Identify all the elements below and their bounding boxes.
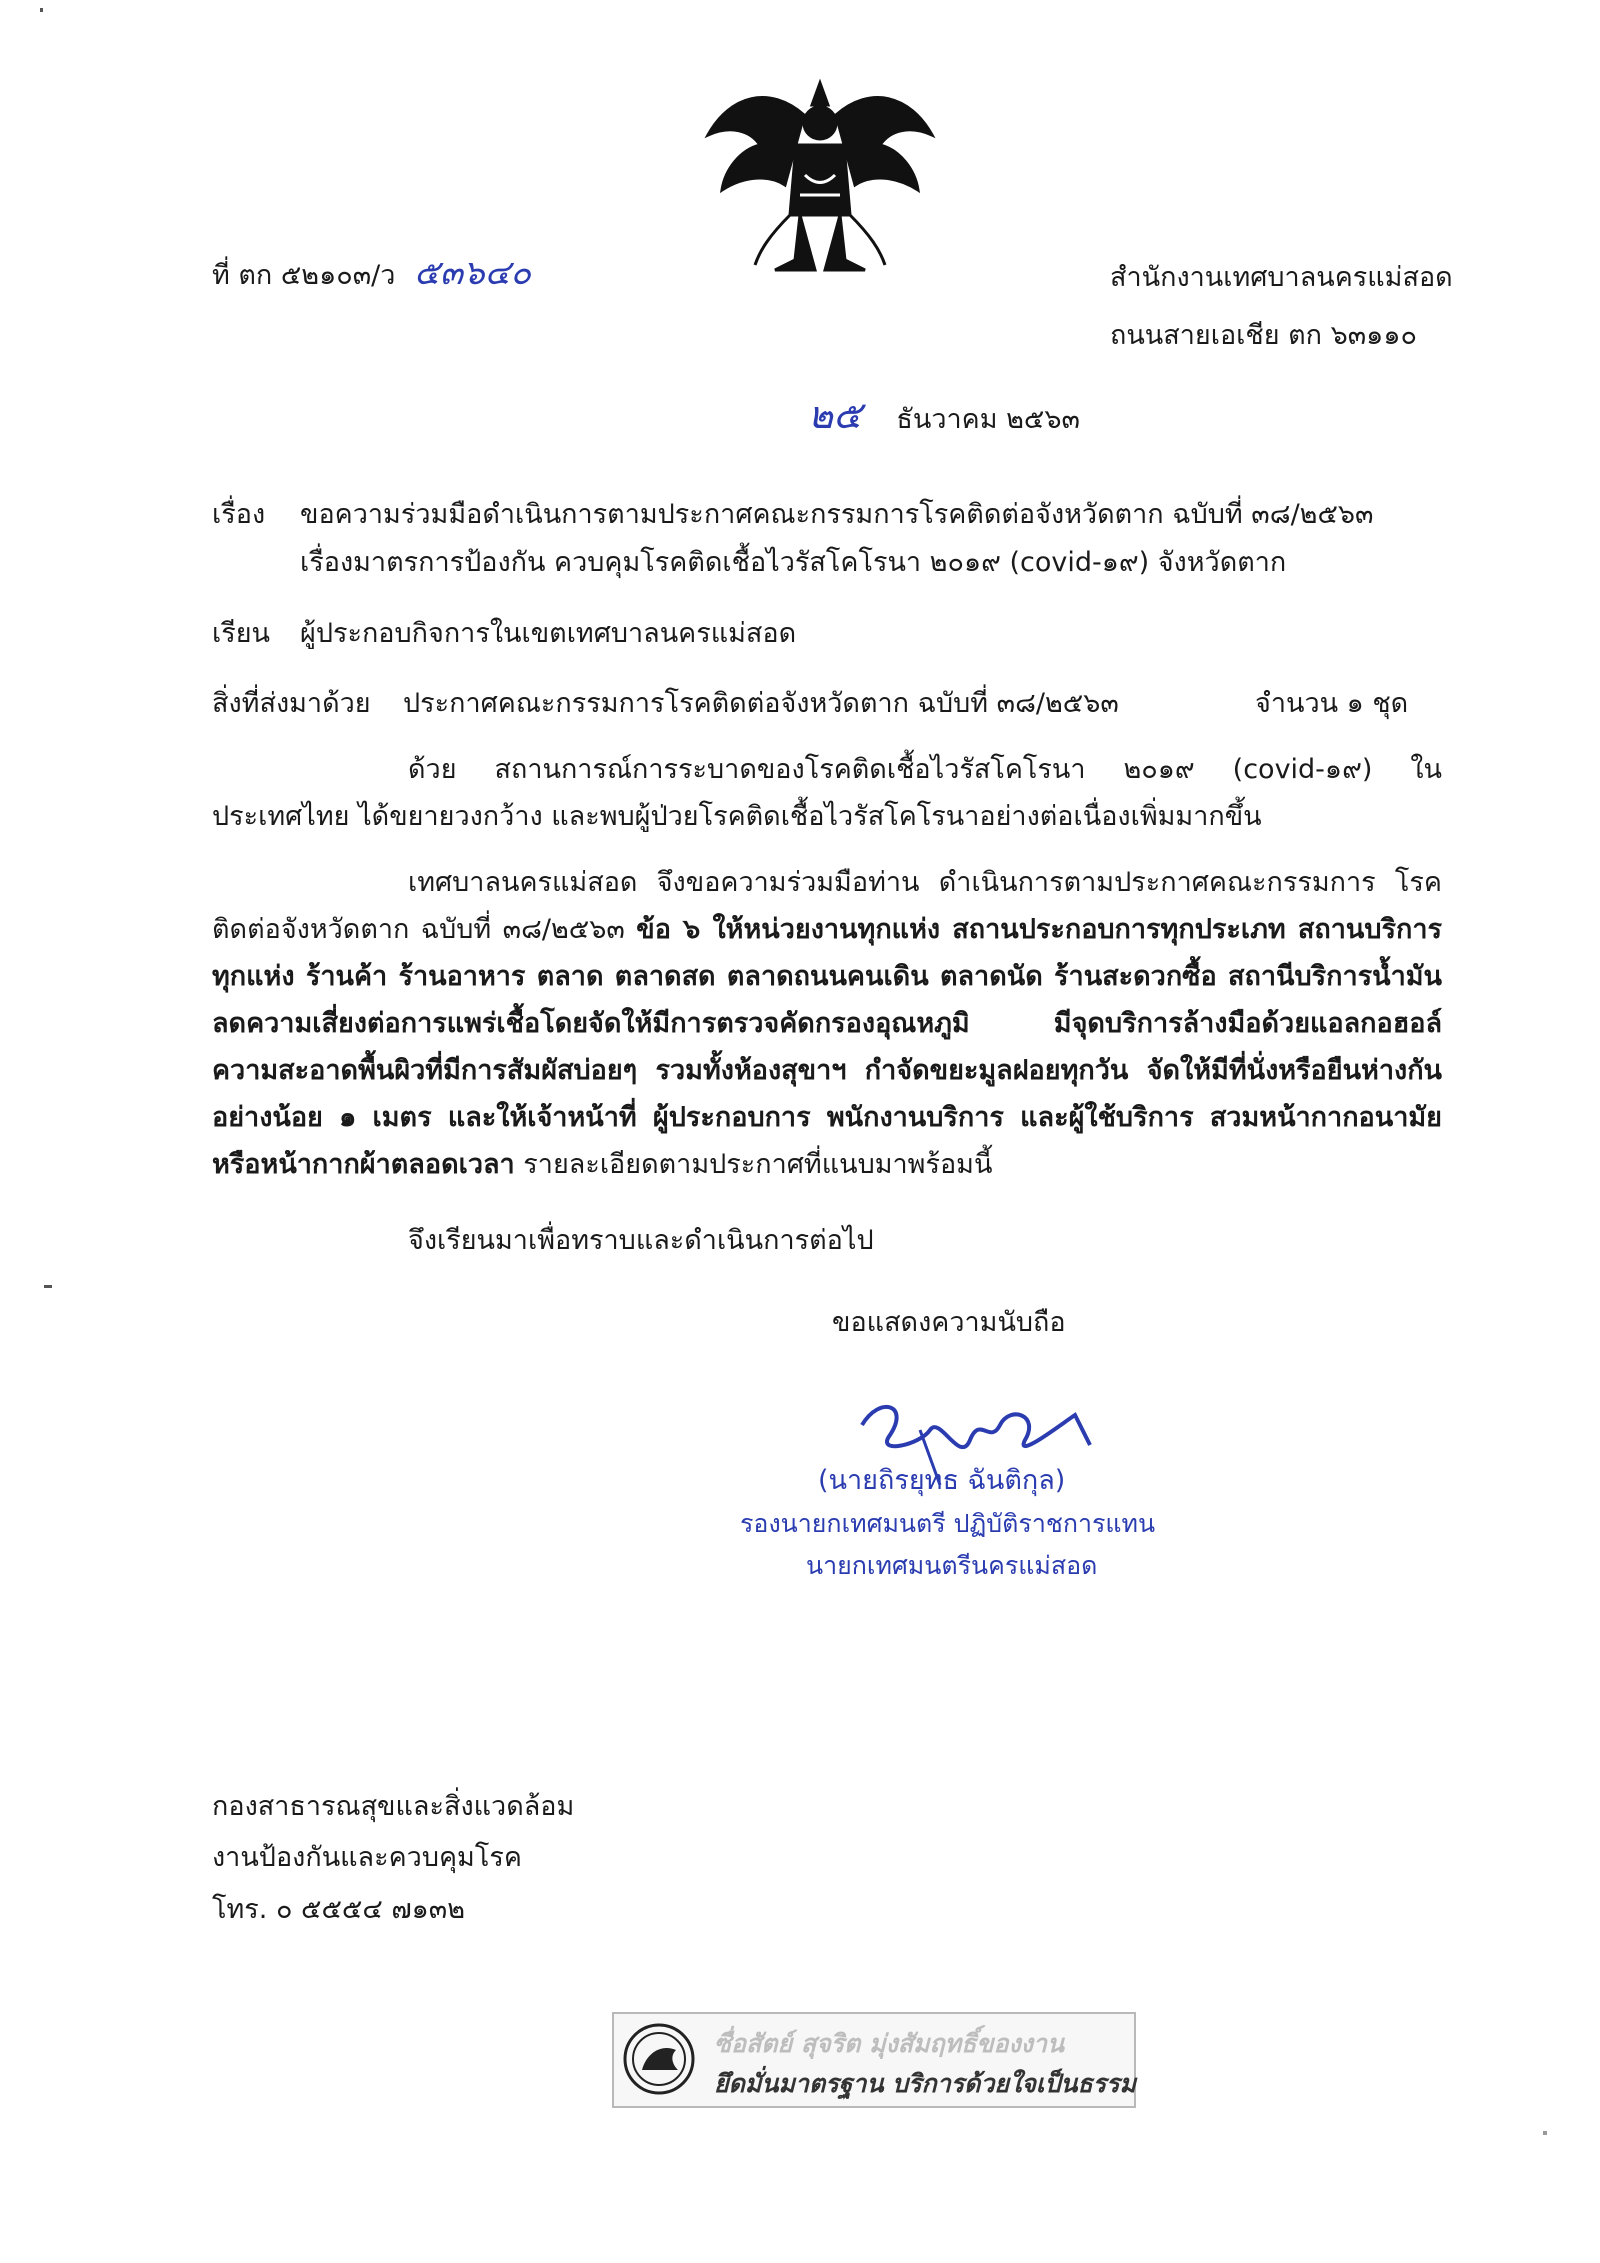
- signer-title-2: นายกเทศมนตรีนครแม่สอด: [806, 1551, 1098, 1580]
- body-paragraph-2-tail: รายละเอียดตามประกาศที่แนบมาพร้อมนี้: [523, 1149, 993, 1180]
- municipal-seal-icon: [622, 2022, 696, 2096]
- signer-name: (นายถิรยุทธ ฉันติกุล): [818, 1465, 1066, 1496]
- body-paragraph-3: [212, 1217, 1442, 1264]
- date-month-year: ธันวาคม ๒๕๖๓: [896, 404, 1080, 435]
- date-day-handwritten: ๒๕: [808, 393, 862, 437]
- footer-motto-line-2: ยึดมั่นมาตรฐาน บริการด้วยใจเป็นธรรม: [714, 2069, 1137, 2098]
- scan-speck: [1543, 2131, 1547, 2135]
- doc-number: [212, 255, 531, 294]
- body-paragraph-2-normal: เทศบาลนครแม่สอด จึงขอความร่วมมือท่าน ดำเนินการตามประกาศคณะกรรมการ โรคติดต่อจังหวัดตาก ฉบับที่ ๓๘/๒๕๖๓: [212, 867, 1442, 945]
- garuda-emblem-icon: [700, 75, 940, 285]
- closing-salutation: ขอแสดงความนับถือ: [832, 1307, 1066, 1338]
- subject-label: เรื่อง: [212, 499, 266, 530]
- scan-speck: [44, 1285, 52, 1288]
- footer-motto-line-1: ซื่อสัตย์ สุจริต มุ่งสัมฤทธิ์ของงาน: [714, 2029, 1065, 2058]
- doc-number-prefix: ที่ ตก ๕๒๑๐๓/ว: [212, 260, 396, 291]
- body-paragraph-3-text: จึงเรียนมาเพื่อทราบและดำเนินการต่อไป: [408, 1225, 874, 1256]
- doc-number-handwritten: ๕๓๖๔๐: [414, 253, 532, 293]
- enclosure-quantity: จำนวน ๑ ชุด: [1255, 688, 1409, 719]
- signer-title-1: รองนายกเทศมนตรี ปฏิบัติราชการแทน: [740, 1509, 1156, 1538]
- subject-line-1: ขอความร่วมมือดำเนินการตามประกาศคณะกรรมการโรคติดต่อจังหวัดตาก ฉบับที่ ๓๘/๒๕๖๓: [300, 499, 1374, 530]
- enclosure-value: ประกาศคณะกรรมการโรคติดต่อจังหวัดตาก ฉบับที่ ๓๘/๒๕๖๓: [403, 688, 1119, 719]
- letter-date: [808, 393, 1080, 438]
- body-paragraph-1: [212, 746, 1442, 840]
- office-name: สำนักงานเทศบาลนครแม่สอด: [1110, 262, 1453, 293]
- body-paragraph-1-text: ด้วย สถานการณ์การระบาดของโรคติดเชื้อไวรัสโคโรนา ๒๐๑๙ (covid-๑๙) ในประเทศไทย ได้ขยายวงกว้าง และพบผู้ป่วยโรคติดเชื้อไวรัสโคโรนาอย่างต่อเนื่องเพิ่มมากขึ้น: [212, 754, 1442, 832]
- body-paragraph-2-bold: ข้อ ๖ ให้หน่วยงานทุกแห่ง สถานประกอบการทุกประเภท สถานบริการทุกแห่ง ร้านค้า ร้านอาหาร ตลาด ตลาดสด ตลาดถนนคนเดิน ตลาดนัด ร้านสะดวกซื้อ สถานีบริการน้ำมัน ลดความเสี่ยงต่อการแพร่เชื้อโดยจัดให้มีการตรวจคัดกรองอุณหภูมิ มีจุดบริการล้างมือด้วยแอลกอฮอล์ ความสะอาดพื้นผิวที่มีการสัมผัสบ่อยๆ รวมทั้งห้องสุขาฯ กำจัดขยะมูลฝอยทุกวัน จัดให้มีที่นั่งหรือยืนห่างกันอย่างน้อย ๑ เมตร และให้เจ้าหน้าที่ ผู้ประกอบการ พนักงานบริการ และผู้ใช้บริการ สวมหน้ากากอนามัยหรือหน้ากากผ้าตลอดเวลา: [212, 914, 1442, 1180]
- enclosure-label: สิ่งที่ส่งมาด้วย: [212, 688, 371, 719]
- scan-speck: [40, 8, 43, 12]
- subject-line-2: เรื่องมาตรการป้องกัน ควบคุมโรคติดเชื้อไวรัสโคโรนา ๒๐๑๙ (covid-๑๙) จังหวัดตาก: [300, 547, 1287, 578]
- footer-motto-logo: [612, 2012, 1136, 2108]
- recipient-value: ผู้ประกอบกิจการในเขตเทศบาลนครแม่สอด: [300, 618, 797, 649]
- contact-division: กองสาธารณสุขและสิ่งแวดล้อม: [212, 1791, 575, 1822]
- contact-phone: โทร. ๐ ๕๕๕๔ ๗๑๓๒: [212, 1894, 466, 1925]
- contact-section: งานป้องกันและควบคุมโรค: [212, 1842, 522, 1873]
- office-address: ถนนสายเอเชีย ตก ๖๓๑๑๐: [1110, 320, 1417, 351]
- recipient-label: เรียน: [212, 618, 271, 649]
- body-paragraph-2: [212, 859, 1442, 1188]
